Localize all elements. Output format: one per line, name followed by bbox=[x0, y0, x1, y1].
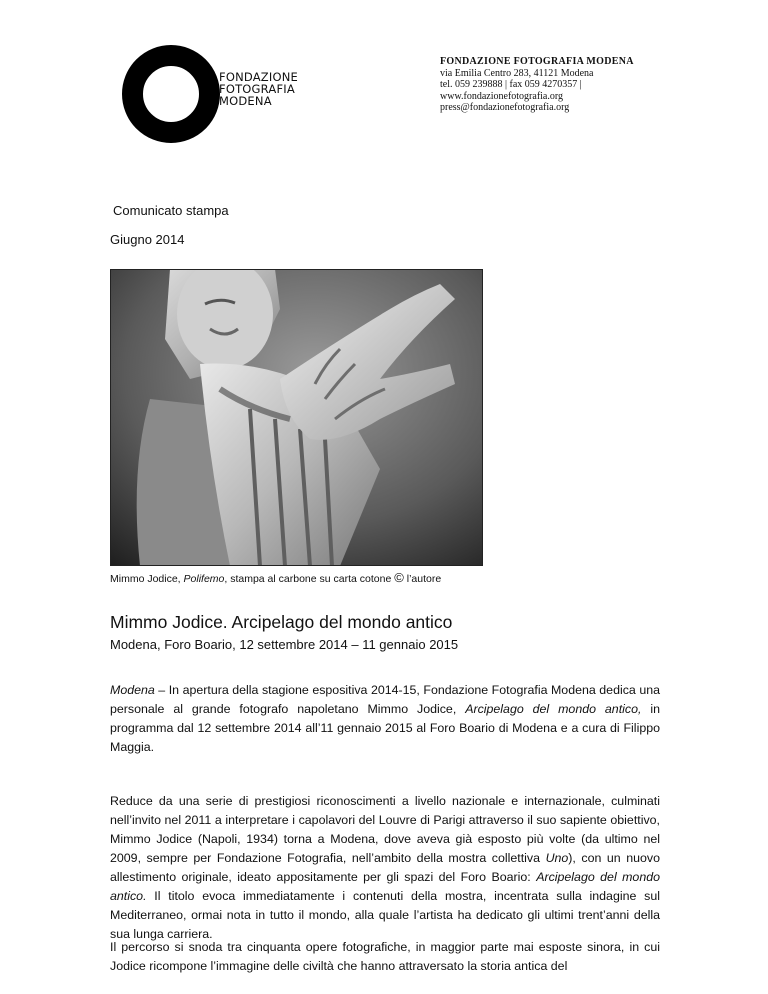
body-paragraph bbox=[110, 681, 660, 757]
copyright-symbol: © bbox=[394, 570, 404, 585]
exhibition-title: Mimmo Jodice. Arcipelago del mondo antico bbox=[110, 612, 453, 632]
paragraph-text: Il titolo evoca immediatamente i contenuti della mostra, incentrata sulla indagine sul Mediterraneo, ormai nota in tutto il mondo, alla quale l’artista ha dedicato gli ultimi trent’anni della sua lunga carriera. bbox=[110, 889, 660, 941]
logo-line: MODENA bbox=[219, 94, 272, 108]
paragraph-text: – In apertura della stagione espositiva 2014-15, Fondazione Fotografia Modena dedica una personale al grande fotografo napoletano Mimmo Jodice, bbox=[110, 683, 660, 716]
photo-caption bbox=[110, 570, 441, 585]
paragraph-text: in programma dal 12 settembre 2014 all’11 gennaio 2015 al Foro Boario di Modena e a cura di Filippo Maggia. bbox=[110, 702, 660, 754]
foundation-logo-ring bbox=[121, 44, 221, 144]
paragraph-text: Uno bbox=[545, 851, 569, 865]
paragraph-text: Arcipelago del mondo antico, bbox=[465, 702, 642, 716]
logo-line: FOTOGRAFIA bbox=[219, 82, 295, 96]
caption-technique: , stampa al carbone su carta cotone bbox=[224, 573, 395, 585]
body-paragraph bbox=[110, 792, 660, 944]
caption-work-title: Polifemo bbox=[183, 573, 225, 585]
artwork-photo bbox=[110, 269, 483, 566]
caption-author: Mimmo Jodice, bbox=[110, 573, 184, 585]
contact-email[interactable]: press@fondazionefotografia.org bbox=[440, 102, 570, 114]
contact-block bbox=[440, 56, 634, 114]
contact-phone: tel. 059 239888 | fax 059 4270357 | bbox=[440, 79, 582, 91]
contact-address: via Emilia Centro 283, 41121 Modena bbox=[440, 67, 594, 79]
press-release-label: Comunicato stampa bbox=[113, 203, 229, 218]
paragraph-text: ), con un nuovo allestimento originale, ideato appositamente per gli spazi del Foro Boario: bbox=[110, 851, 661, 884]
release-date: Giugno 2014 bbox=[110, 232, 185, 247]
caption-credit: l’autore bbox=[403, 573, 442, 585]
body-paragraph bbox=[110, 938, 660, 976]
contact-website[interactable]: www.fondazionefotografia.org bbox=[440, 90, 564, 102]
paragraph-text: Reduce da una serie di prestigiosi riconoscimenti a livello nazionale e internazionale, culminati nell’invito nel 2011 a interpretare i capolavori del Louvre di Parigi attraverso il suo sapiente obiettivo, Mimmo Jodice (Napoli, 1934) torna a Modena, dove aveva già esposto più volte (da ultimo nel 2009, sempre per Fondazione Fotografia, nell’ambito della mostra collettiva bbox=[110, 794, 660, 865]
contact-org: FONDAZIONE FOTOGRAFIA MODENA bbox=[440, 56, 634, 67]
paragraph-text: Il percorso si snoda tra cinquanta opere fotografiche, in maggior parte mai esposte sinora, in cui Jodice ricompone l’immagine delle civiltà che hanno attraversato la storia antica del bbox=[110, 940, 660, 973]
paragraph-text: Modena bbox=[110, 683, 155, 697]
paragraph-text: Arcipelago del mondo antico. bbox=[110, 870, 661, 903]
exhibition-venue-dates: Modena, Foro Boario, 12 settembre 2014 – 11 gennaio 2015 bbox=[110, 637, 459, 652]
logo-wordmark bbox=[219, 71, 298, 107]
statue-hand-photo bbox=[110, 269, 483, 566]
logo-line: FONDAZIONE bbox=[219, 70, 298, 84]
